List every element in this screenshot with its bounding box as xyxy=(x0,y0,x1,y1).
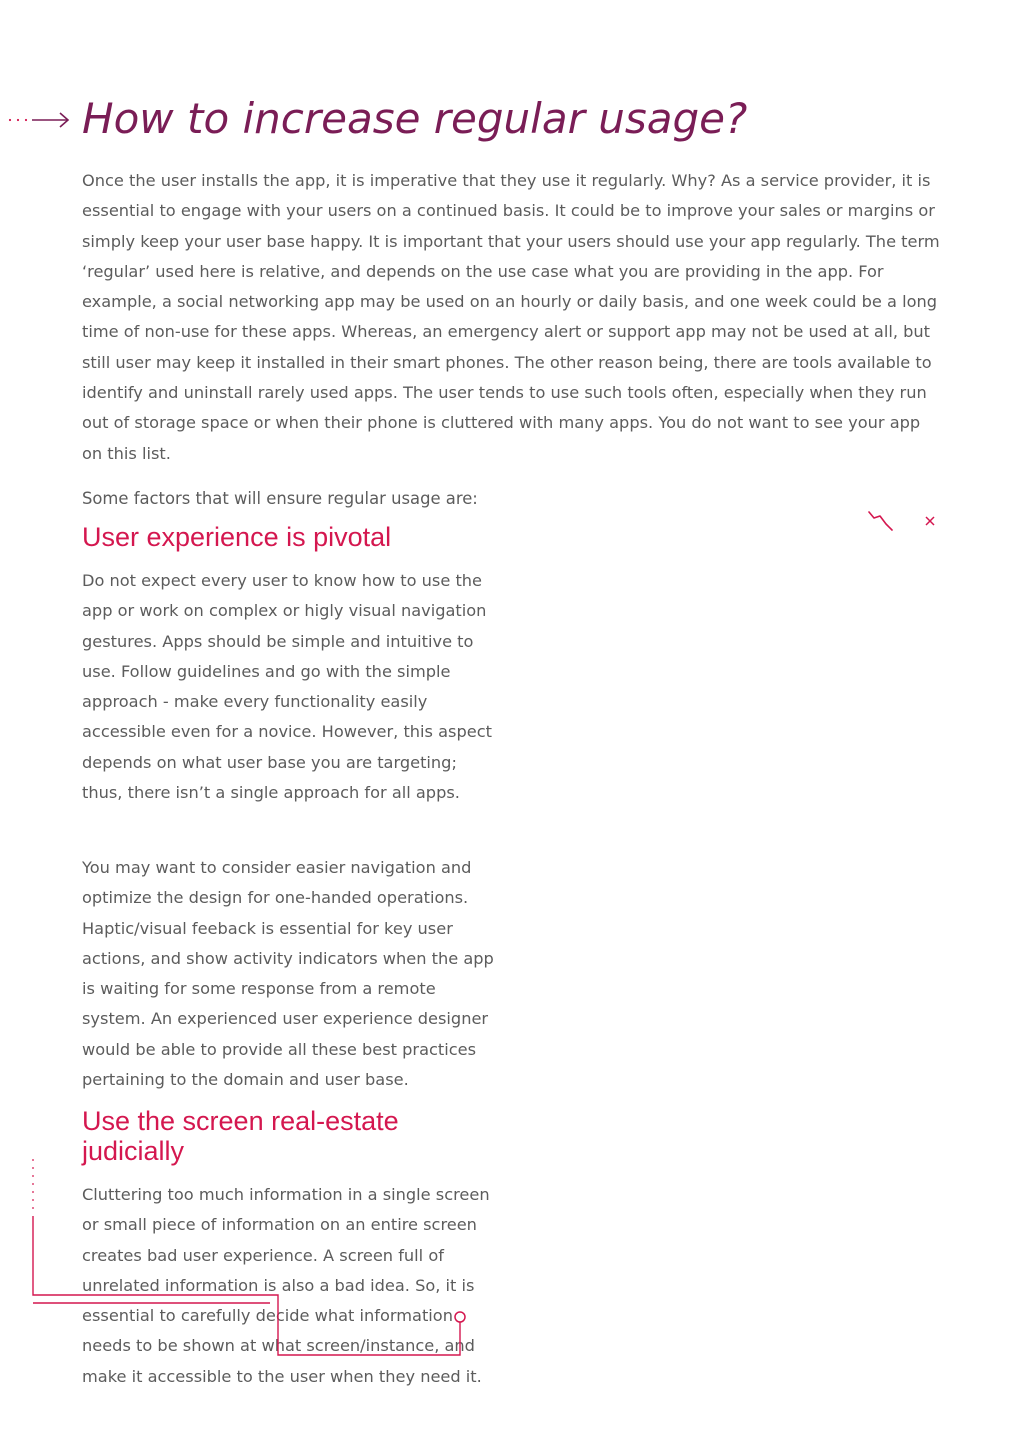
screen-real-estate-paragraph: Cluttering too much information in a single screen or small piece of information on an entire screen creates bad user experience. A screen full of unrelated information is also a bad idea. So, it is essential to carefully decide what information needs to be shown at what screen/instance, and make it accessible to the user when they need it. xyxy=(82,1185,490,1386)
user-experience-paragraph-2: You may want to consider easier navigation and optimize the design for one-handed operations. Haptic/visual feeback is essential for key user actions, and show activity indicators when the app is waiting for some response from a remote system. An experienced user experience designer would be able to provide all these best practices pertaining to the domain and user base. xyxy=(82,858,494,1090)
cross-mark-icon xyxy=(926,517,934,525)
squiggle-line-icon xyxy=(869,512,892,530)
user-experience-paragraph-1: Do not expect every user to know how to use the app or work on complex or higly visual navigation gestures. Apps should be simple and intuitive to use. Follow guidelines and go with the simple approach - make every functionality easily accessible even for a novice. However, this aspect depends on what user base you are targeting; thus, there isn’t a single approach for all apps. xyxy=(82,571,492,803)
section-heading-user-experience: User experience is pivotal xyxy=(82,522,392,552)
intro-paragraph: Once the user installs the app, it is imperative that they use it regularly. Why? As a service provider, it is essential to engage with your users on a continued basis. It could be to improve your sales or margins or simply keep your user base happy. It is important that your users should use your app regularly. The term ‘regular’ used here is relative, and depends on the use case what you are providing in the app. For example, a social networking app may be used on an hourly or daily basis, and one week could be a long time of non-use for these apps. Whereas, an emergency alert or support app may not be used at all, but still user may keep it installed in their smart phones. The other reason being, there are tools available to identify and uninstall rarely used apps. The user tends to use such tools often, especially when they run out of storage space or when their phone is cluttered with many apps. You do not want to see your app on this list. xyxy=(82,171,940,463)
page-title: How to increase regular usage? xyxy=(82,94,748,143)
section-heading-screen-real-estate: Use the screen real-estate judicially xyxy=(82,1106,399,1166)
factors-intro: Some factors that will ensure regular usage are: xyxy=(82,489,478,508)
dotted-arrow-right-icon xyxy=(6,108,72,132)
